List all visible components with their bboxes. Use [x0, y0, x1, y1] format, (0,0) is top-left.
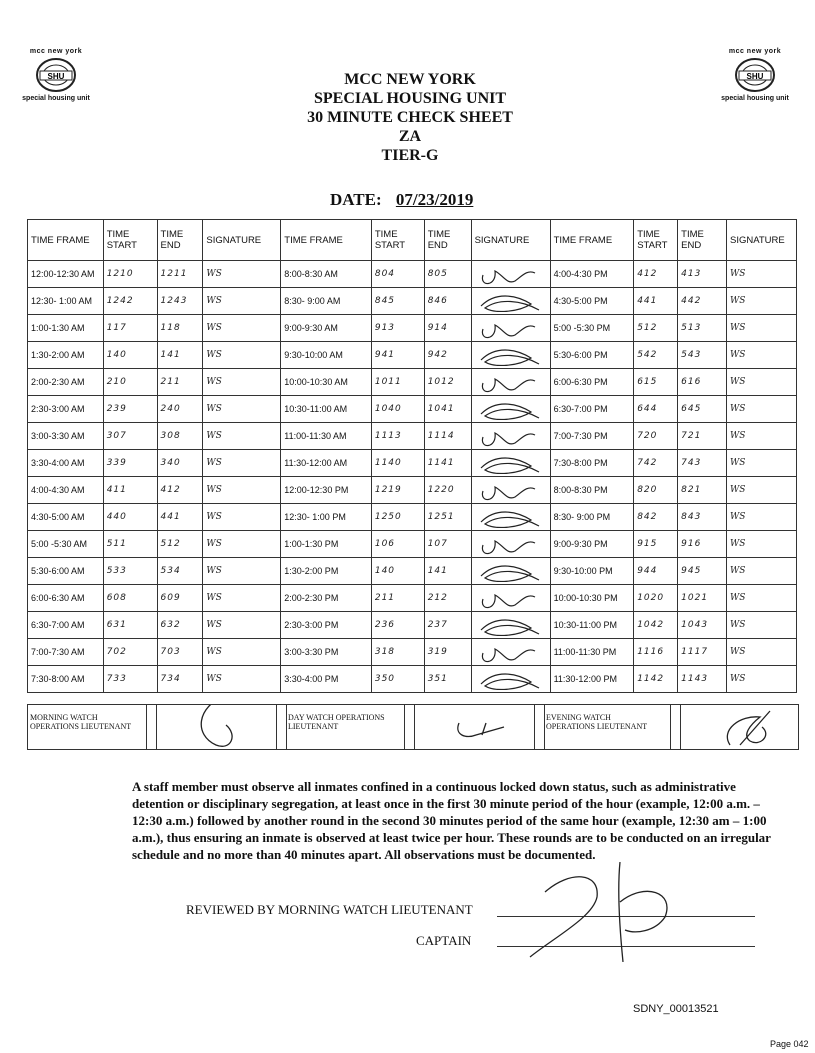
- time-frame-cell: 5:30-6:00 AM: [28, 558, 104, 585]
- signature-cell[interactable]: [471, 450, 550, 477]
- time-start-cell[interactable]: 1210: [103, 261, 157, 288]
- column-header: TIME START: [103, 220, 157, 261]
- handwritten-signature-icon: [475, 450, 547, 474]
- time-end-cell[interactable]: 721: [678, 423, 727, 450]
- handwritten-signature-icon: [475, 531, 547, 555]
- time-frame-cell: 8:00-8:30 AM: [281, 261, 372, 288]
- time-start-cell[interactable]: 211: [371, 585, 424, 612]
- time-end-cell[interactable]: 843: [678, 504, 727, 531]
- time-end-cell[interactable]: 1211: [157, 261, 203, 288]
- time-frame-cell: 2:30-3:00 PM: [281, 612, 372, 639]
- time-end-cell[interactable]: 212: [424, 585, 471, 612]
- time-end-cell[interactable]: 1114: [424, 423, 471, 450]
- signature-cell[interactable]: WS: [203, 396, 281, 423]
- handwritten-signature-icon: [414, 705, 534, 749]
- time-start-cell[interactable]: 239: [103, 396, 157, 423]
- time-start-cell[interactable]: 913: [371, 315, 424, 342]
- time-frame-cell: 12:00-12:30 AM: [28, 261, 104, 288]
- time-end-cell[interactable]: 237: [424, 612, 471, 639]
- time-start-cell[interactable]: 1042: [634, 612, 678, 639]
- time-frame-cell: 1:00-1:30 AM: [28, 315, 104, 342]
- time-end-cell[interactable]: 308: [157, 423, 203, 450]
- signature-cell[interactable]: WS: [203, 477, 281, 504]
- time-end-cell[interactable]: 1143: [678, 666, 727, 693]
- time-frame-cell: 1:30-2:00 PM: [281, 558, 372, 585]
- handwritten-signature-icon: [475, 666, 547, 690]
- time-start-cell[interactable]: 512: [634, 315, 678, 342]
- time-end-cell[interactable]: 805: [424, 261, 471, 288]
- table-row: [28, 450, 797, 477]
- table-row: [28, 396, 797, 423]
- signature-cell[interactable]: WS: [727, 639, 797, 666]
- signature-cell[interactable]: WS: [203, 639, 281, 666]
- logo-bottom-text: special housing unit: [22, 95, 90, 102]
- logo-center-text: SHU: [47, 72, 65, 81]
- time-frame-cell: 4:30-5:00 PM: [550, 288, 634, 315]
- morning-watch-cell: [28, 705, 147, 749]
- time-frame-cell: 11:30-12:00 AM: [281, 450, 372, 477]
- handwritten-signature-icon: [475, 396, 547, 420]
- time-start-cell[interactable]: 1142: [634, 666, 678, 693]
- time-frame-cell: 2:30-3:00 AM: [28, 396, 104, 423]
- time-start-cell[interactable]: 350: [371, 666, 424, 693]
- time-start-cell[interactable]: 842: [634, 504, 678, 531]
- signature-cell[interactable]: WS: [727, 450, 797, 477]
- time-end-cell[interactable]: 743: [678, 450, 727, 477]
- handwritten-signature-icon: [475, 369, 547, 393]
- time-start-cell[interactable]: 1140: [371, 450, 424, 477]
- time-end-cell[interactable]: 945: [678, 558, 727, 585]
- time-start-cell[interactable]: 733: [103, 666, 157, 693]
- header-za: ZA: [398, 128, 422, 145]
- table-row: [28, 261, 797, 288]
- column-header: SIGNATURE: [727, 220, 797, 261]
- handwritten-signature-icon: [475, 504, 547, 528]
- time-frame-cell: 6:30-7:00 AM: [28, 612, 104, 639]
- captain-signature-icon: [525, 862, 705, 962]
- time-end-cell[interactable]: 512: [157, 531, 203, 558]
- observation-policy-notice: A staff member must observe all inmates confined in a continuous locked down status, such as administrative detention or disciplinary segregation, at least once in the first 30 minute period of the hour (example, 12:00 a.m. – 12:30 a.m.) followed by another round in the second 30 minutes period of the same hour (example, 12:30 am – 1:00 a.m.), thus ensuring an inmate is observed at least twice per hour. These rounds are to be conducted on an irregular schedule and no more than 40 minutes apart. All observations must be documented.: [132, 779, 771, 862]
- time-frame-cell: 1:30-2:00 AM: [28, 342, 104, 369]
- time-end-cell[interactable]: 609: [157, 585, 203, 612]
- time-end-cell[interactable]: 240: [157, 396, 203, 423]
- shu-badge-icon: [34, 57, 78, 93]
- time-frame-cell: 9:30-10:00 PM: [550, 558, 634, 585]
- signature-cell[interactable]: WS: [727, 504, 797, 531]
- logo-top-text: mcc new york: [29, 48, 83, 55]
- table-row: [28, 342, 797, 369]
- evening-watch-cell: [544, 705, 671, 749]
- time-start-cell[interactable]: 1242: [103, 288, 157, 315]
- time-start-cell[interactable]: 140: [103, 342, 157, 369]
- signature-cell[interactable]: [471, 315, 550, 342]
- signature-cell[interactable]: WS: [727, 477, 797, 504]
- time-start-cell[interactable]: 644: [634, 396, 678, 423]
- signature-cell[interactable]: WS: [203, 423, 281, 450]
- date-label: DATE:: [330, 190, 382, 209]
- time-end-cell[interactable]: 1012: [424, 369, 471, 396]
- time-end-cell[interactable]: 1021: [678, 585, 727, 612]
- time-end-cell[interactable]: 107: [424, 531, 471, 558]
- signature-cell[interactable]: WS: [203, 261, 281, 288]
- time-frame-cell: 8:00-8:30 PM: [550, 477, 634, 504]
- time-start-cell[interactable]: 845: [371, 288, 424, 315]
- signature-cell[interactable]: WS: [727, 423, 797, 450]
- time-frame-cell: 9:30-10:00 AM: [281, 342, 372, 369]
- signature-cell[interactable]: [471, 288, 550, 315]
- time-frame-cell: 10:30-11:00 AM: [281, 396, 372, 423]
- day-watch-signature[interactable]: [414, 705, 535, 749]
- table-row: [28, 369, 797, 396]
- signature-cell[interactable]: WS: [727, 666, 797, 693]
- signature-cell[interactable]: WS: [203, 288, 281, 315]
- time-end-cell[interactable]: 211: [157, 369, 203, 396]
- signature-cell[interactable]: [471, 369, 550, 396]
- time-start-cell[interactable]: 1040: [371, 396, 424, 423]
- handwritten-signature-icon: [475, 612, 547, 636]
- time-frame-cell: 3:30-4:00 AM: [28, 450, 104, 477]
- table-row: [28, 315, 797, 342]
- signature-cell[interactable]: [471, 531, 550, 558]
- time-end-cell[interactable]: 616: [678, 369, 727, 396]
- time-frame-cell: 12:00-12:30 PM: [281, 477, 372, 504]
- time-frame-cell: 3:00-3:30 AM: [28, 423, 104, 450]
- time-end-cell[interactable]: 1251: [424, 504, 471, 531]
- table-row: [28, 639, 797, 666]
- time-end-cell[interactable]: 942: [424, 342, 471, 369]
- signature-cell[interactable]: [471, 342, 550, 369]
- time-start-cell[interactable]: 318: [371, 639, 424, 666]
- header-tier: TIER-G: [381, 147, 439, 164]
- time-end-cell[interactable]: 1141: [424, 450, 471, 477]
- time-end-cell[interactable]: 914: [424, 315, 471, 342]
- evening-watch-signature[interactable]: [680, 705, 797, 749]
- signature-cell[interactable]: [471, 396, 550, 423]
- signature-cell[interactable]: WS: [727, 315, 797, 342]
- signature-cell[interactable]: WS: [203, 369, 281, 396]
- signature-cell[interactable]: [471, 612, 550, 639]
- time-start-cell[interactable]: 440: [103, 504, 157, 531]
- time-end-cell[interactable]: 1041: [424, 396, 471, 423]
- time-start-cell[interactable]: 412: [634, 261, 678, 288]
- signature-cell[interactable]: WS: [203, 504, 281, 531]
- time-start-cell[interactable]: 511: [103, 531, 157, 558]
- column-header: TIME FRAME: [281, 220, 372, 261]
- signature-cell[interactable]: [471, 477, 550, 504]
- time-frame-cell: 4:00-4:30 AM: [28, 477, 104, 504]
- time-frame-cell: 5:00 -5:30 PM: [550, 315, 634, 342]
- handwritten-signature-icon: [475, 639, 547, 663]
- time-start-cell[interactable]: 941: [371, 342, 424, 369]
- time-end-cell[interactable]: 846: [424, 288, 471, 315]
- table-row: [28, 558, 797, 585]
- column-header: SIGNATURE: [471, 220, 550, 261]
- time-end-cell[interactable]: 534: [157, 558, 203, 585]
- handwritten-signature-icon: [475, 585, 547, 609]
- time-frame-cell: 11:00-11:30 PM: [550, 639, 634, 666]
- time-frame-cell: 8:30- 9:00 AM: [281, 288, 372, 315]
- signature-cell[interactable]: WS: [727, 396, 797, 423]
- captain-label: CAPTAIN: [416, 933, 472, 948]
- column-header: TIME END: [424, 220, 471, 261]
- signature-cell[interactable]: WS: [727, 612, 797, 639]
- time-frame-cell: 11:30-12:00 PM: [550, 666, 634, 693]
- time-end-cell[interactable]: 1220: [424, 477, 471, 504]
- morning-watch-label: MORNING WATCH OPERATIONS LIEUTENANT: [30, 713, 132, 731]
- time-frame-cell: 11:00-11:30 AM: [281, 423, 372, 450]
- time-start-cell[interactable]: 1250: [371, 504, 424, 531]
- time-end-cell[interactable]: 340: [157, 450, 203, 477]
- time-end-cell[interactable]: 319: [424, 639, 471, 666]
- time-end-cell[interactable]: 1243: [157, 288, 203, 315]
- handwritten-signature-icon: [156, 705, 276, 749]
- signature-cell[interactable]: WS: [203, 531, 281, 558]
- time-start-cell[interactable]: 720: [634, 423, 678, 450]
- time-frame-cell: 3:00-3:30 PM: [281, 639, 372, 666]
- handwritten-signature-icon: [475, 342, 547, 366]
- time-end-cell[interactable]: 513: [678, 315, 727, 342]
- signature-cell[interactable]: WS: [727, 369, 797, 396]
- time-start-cell[interactable]: 236: [371, 612, 424, 639]
- time-frame-cell: 12:30- 1:00 AM: [28, 288, 104, 315]
- time-frame-cell: 10:00-10:30 PM: [550, 585, 634, 612]
- logo-top-text: mcc new york: [728, 48, 782, 55]
- signature-cell[interactable]: WS: [727, 558, 797, 585]
- time-frame-cell: 5:30-6:00 PM: [550, 342, 634, 369]
- table-header-row: [28, 220, 797, 261]
- day-watch-cell: [286, 705, 405, 749]
- column-header: TIME END: [157, 220, 203, 261]
- signature-cell[interactable]: WS: [203, 315, 281, 342]
- time-end-cell[interactable]: 703: [157, 639, 203, 666]
- table-row: [28, 477, 797, 504]
- header-unit: SPECIAL HOUSING UNIT: [313, 90, 507, 107]
- time-start-cell[interactable]: 631: [103, 612, 157, 639]
- time-start-cell[interactable]: 915: [634, 531, 678, 558]
- signature-cell[interactable]: WS: [203, 585, 281, 612]
- time-start-cell[interactable]: 1113: [371, 423, 424, 450]
- time-start-cell[interactable]: 533: [103, 558, 157, 585]
- header-sheet-title: 30 MINUTE CHECK SHEET: [307, 109, 513, 126]
- time-start-cell[interactable]: 702: [103, 639, 157, 666]
- table-row: [28, 531, 797, 558]
- signature-cell[interactable]: WS: [727, 531, 797, 558]
- time-start-cell[interactable]: 307: [103, 423, 157, 450]
- day-watch-label: DAY WATCH OPERATIONS LIEUTENANT: [288, 713, 385, 731]
- signature-cell[interactable]: [471, 261, 550, 288]
- time-end-cell[interactable]: 351: [424, 666, 471, 693]
- column-header: TIME END: [678, 220, 727, 261]
- lieutenant-signoff-row: [27, 704, 799, 750]
- evening-watch-label: EVENING WATCH OPERATIONS LIEUTENANT: [546, 713, 648, 731]
- signature-cell[interactable]: [471, 585, 550, 612]
- time-frame-cell: 5:00 -5:30 AM: [28, 531, 104, 558]
- bates-number: SDNY_00013521: [633, 1003, 719, 1015]
- time-frame-cell: 12:30- 1:00 PM: [281, 504, 372, 531]
- signature-cell[interactable]: WS: [727, 342, 797, 369]
- mcc-logo-left: [6, 48, 106, 102]
- time-start-cell[interactable]: 820: [634, 477, 678, 504]
- signature-cell[interactable]: [471, 423, 550, 450]
- signature-cell[interactable]: WS: [203, 342, 281, 369]
- time-frame-cell: 6:00-6:30 PM: [550, 369, 634, 396]
- time-end-cell[interactable]: 412: [157, 477, 203, 504]
- time-start-cell[interactable]: 1219: [371, 477, 424, 504]
- table-row: [28, 585, 797, 612]
- time-end-cell[interactable]: 543: [678, 342, 727, 369]
- morning-watch-signature[interactable]: [156, 705, 277, 749]
- table-row: [28, 612, 797, 639]
- time-end-cell[interactable]: 1117: [678, 639, 727, 666]
- time-start-cell[interactable]: 210: [103, 369, 157, 396]
- time-frame-cell: 10:30-11:00 PM: [550, 612, 634, 639]
- time-frame-cell: 6:30-7:00 PM: [550, 396, 634, 423]
- signature-cell[interactable]: [471, 504, 550, 531]
- column-header: TIME START: [371, 220, 424, 261]
- logo-center-text: SHU: [746, 72, 764, 81]
- signature-cell[interactable]: WS: [203, 450, 281, 477]
- review-label: REVIEWED BY MORNING WATCH LIEUTENANT: [186, 902, 473, 917]
- handwritten-signature-icon: [475, 261, 547, 285]
- logo-bottom-text: special housing unit: [721, 95, 789, 102]
- signature-cell[interactable]: [471, 558, 550, 585]
- signature-cell[interactable]: [471, 666, 550, 693]
- time-start-cell[interactable]: 944: [634, 558, 678, 585]
- time-start-cell[interactable]: 742: [634, 450, 678, 477]
- signature-cell[interactable]: WS: [203, 558, 281, 585]
- time-frame-cell: 7:30-8:00 PM: [550, 450, 634, 477]
- handwritten-signature-icon: [475, 288, 547, 312]
- shu-badge-icon: [733, 57, 777, 93]
- time-frame-cell: 2:00-2:30 AM: [28, 369, 104, 396]
- handwritten-signature-icon: [475, 558, 547, 582]
- time-start-cell[interactable]: 106: [371, 531, 424, 558]
- time-start-cell[interactable]: 1116: [634, 639, 678, 666]
- time-end-cell[interactable]: 118: [157, 315, 203, 342]
- signature-cell[interactable]: WS: [727, 288, 797, 315]
- handwritten-signature-icon: [475, 315, 547, 339]
- column-header: TIME START: [634, 220, 678, 261]
- table-row: [28, 504, 797, 531]
- time-end-cell[interactable]: 441: [157, 504, 203, 531]
- time-frame-cell: 9:00-9:30 PM: [550, 531, 634, 558]
- time-start-cell[interactable]: 542: [634, 342, 678, 369]
- column-header: TIME FRAME: [28, 220, 104, 261]
- date-line: [330, 190, 473, 210]
- time-start-cell[interactable]: 339: [103, 450, 157, 477]
- signature-cell[interactable]: WS: [727, 261, 797, 288]
- time-frame-cell: 9:00-9:30 AM: [281, 315, 372, 342]
- column-header: SIGNATURE: [203, 220, 281, 261]
- time-start-cell[interactable]: 441: [634, 288, 678, 315]
- signature-cell[interactable]: WS: [203, 612, 281, 639]
- time-start-cell[interactable]: 804: [371, 261, 424, 288]
- time-frame-cell: 1:00-1:30 PM: [281, 531, 372, 558]
- time-frame-cell: 2:00-2:30 PM: [281, 585, 372, 612]
- time-frame-cell: 10:00-10:30 AM: [281, 369, 372, 396]
- time-start-cell[interactable]: 117: [103, 315, 157, 342]
- time-end-cell[interactable]: 141: [157, 342, 203, 369]
- time-end-cell[interactable]: 632: [157, 612, 203, 639]
- time-end-cell[interactable]: 442: [678, 288, 727, 315]
- time-frame-cell: 7:30-8:00 AM: [28, 666, 104, 693]
- handwritten-signature-icon: [475, 477, 547, 501]
- time-frame-cell: 4:00-4:30 PM: [550, 261, 634, 288]
- handwritten-signature-icon: [680, 705, 797, 749]
- page-number: Page 042: [770, 1039, 809, 1049]
- time-start-cell[interactable]: 411: [103, 477, 157, 504]
- time-frame-cell: 4:30-5:00 AM: [28, 504, 104, 531]
- time-end-cell[interactable]: 1043: [678, 612, 727, 639]
- column-header: TIME FRAME: [550, 220, 634, 261]
- table-row: [28, 288, 797, 315]
- time-frame-cell: 3:30-4:00 PM: [281, 666, 372, 693]
- time-frame-cell: 7:00-7:30 AM: [28, 639, 104, 666]
- handwritten-signature-icon: [475, 423, 547, 447]
- time-frame-cell: 6:00-6:30 AM: [28, 585, 104, 612]
- check-table: [27, 219, 797, 693]
- mcc-logo-right: [705, 48, 805, 102]
- time-end-cell[interactable]: 413: [678, 261, 727, 288]
- time-start-cell[interactable]: 608: [103, 585, 157, 612]
- date-value: 07/23/2019: [395, 190, 474, 209]
- time-frame-cell: 7:00-7:30 PM: [550, 423, 634, 450]
- signature-cell[interactable]: [471, 639, 550, 666]
- time-start-cell[interactable]: 1011: [371, 369, 424, 396]
- time-start-cell[interactable]: 615: [634, 369, 678, 396]
- time-start-cell[interactable]: 1020: [634, 585, 678, 612]
- time-frame-cell: 8:30- 9:00 PM: [550, 504, 634, 531]
- time-end-cell[interactable]: 734: [157, 666, 203, 693]
- time-start-cell[interactable]: 140: [371, 558, 424, 585]
- time-end-cell[interactable]: 916: [678, 531, 727, 558]
- signature-cell[interactable]: WS: [727, 585, 797, 612]
- table-row: [28, 423, 797, 450]
- time-end-cell[interactable]: 821: [678, 477, 727, 504]
- time-end-cell[interactable]: 645: [678, 396, 727, 423]
- table-row: [28, 666, 797, 693]
- signature-cell[interactable]: WS: [203, 666, 281, 693]
- time-end-cell[interactable]: 141: [424, 558, 471, 585]
- header-facility: MCC NEW YORK: [344, 71, 476, 88]
